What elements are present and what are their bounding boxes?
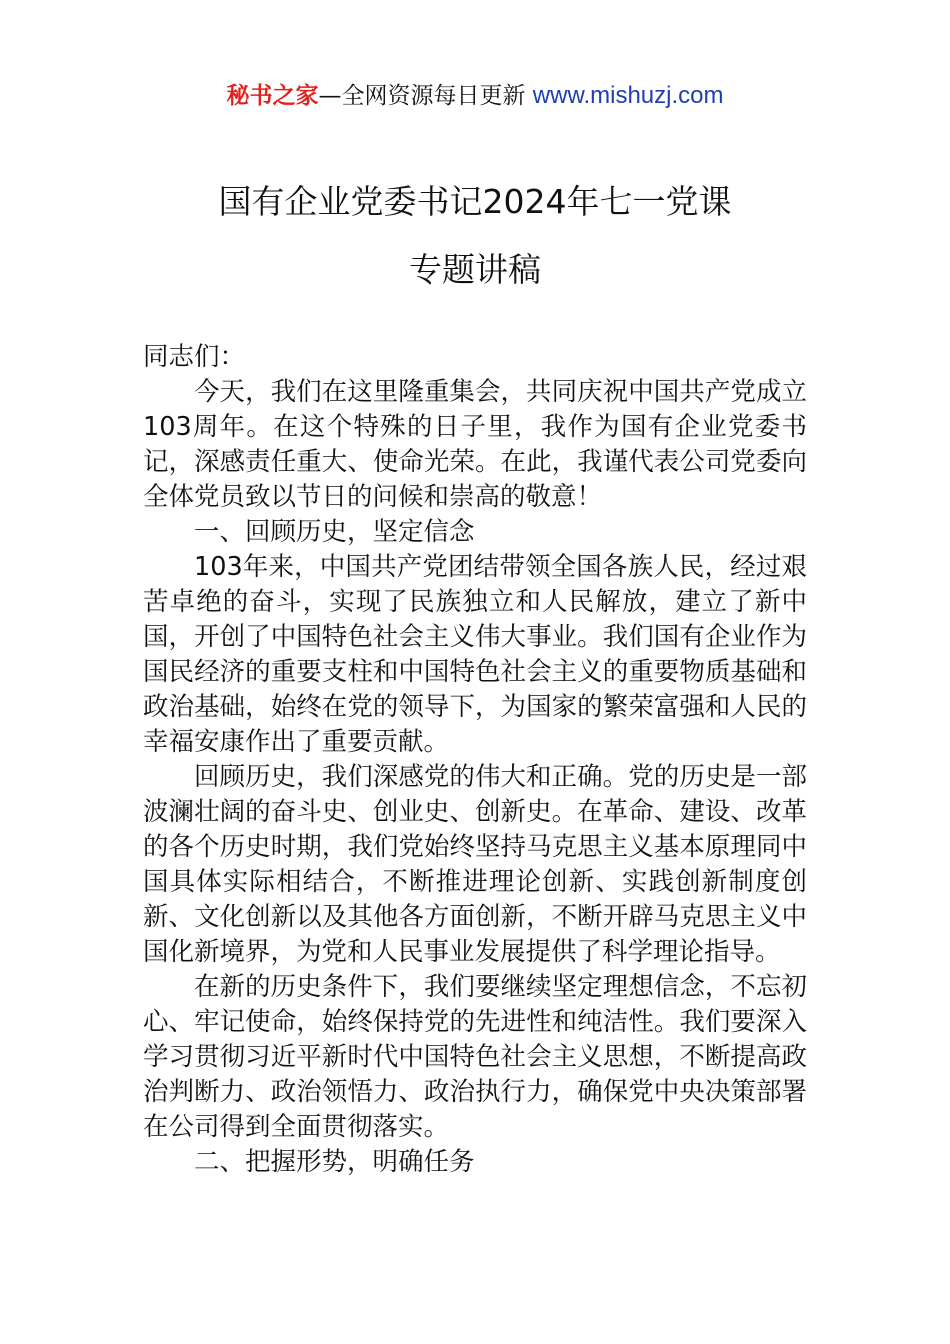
- body-paragraph: 在新的历史条件下，我们要继续坚定理想信念，不忘初心、牢记使命，始终保持党的先进性和纯洁性。我们要深入学习贯彻习近平新时代中国特色社会主义思想，不断提高政治判断力、政治领悟力、政治执行力，确保党中央决策部署在公司得到全面贯彻落实。: [143, 972, 807, 1142]
- header-tagline: —全网资源每日更新: [318, 83, 533, 109]
- section-heading: 一、回顾历史，坚定信念: [194, 517, 475, 547]
- brand-name: 秘书之家: [226, 83, 319, 109]
- document-title: 国有企业党委书记2024年七一党课: [218, 182, 732, 221]
- body-paragraph: 今天，我们在这里隆重集会，共同庆祝中国共产党成立103周年。在这个特殊的日子里，我作为国有企业党委书记，深感责任重大、使命光荣。在此，我谨代表公司党委向全体党员致以节日的问候和崇高的敬意！: [143, 377, 807, 512]
- site-url-link[interactable]: www.mishuzj.com: [532, 82, 724, 109]
- document-body: [143, 340, 807, 1180]
- body-paragraph: 回顾历史，我们深感党的伟大和正确。党的历史是一部波澜壮阔的奋斗史、创业史、创新史。在革命、建设、改革的各个历史时期，我们党始终坚持马克思主义基本原理同中国具体实际相结合，不断推进理论创新、实践创新制度创新、文化创新以及其他各方面创新，不断开辟马克思主义中国化新境界，为党和人民事业发展提供了科学理论指导。: [143, 762, 807, 967]
- document-subtitle: 专题讲稿: [409, 250, 541, 289]
- body-paragraph: 103年来，中国共产党团结带领全国各族人民，经过艰苦卓绝的奋斗，实现了民族独立和人民解放，建立了新中国，开创了中国特色社会主义伟大事业。我们国有企业作为国民经济的重要支柱和中国特色社会主义的重要物质基础和政治基础，始终在党的领导下，为国家的繁荣富强和人民的幸福安康作出了重要贡献。: [143, 552, 807, 757]
- section-heading: 二、把握形势，明确任务: [194, 1147, 475, 1177]
- salutation: 同志们：: [143, 342, 246, 372]
- site-header: [0, 80, 950, 112]
